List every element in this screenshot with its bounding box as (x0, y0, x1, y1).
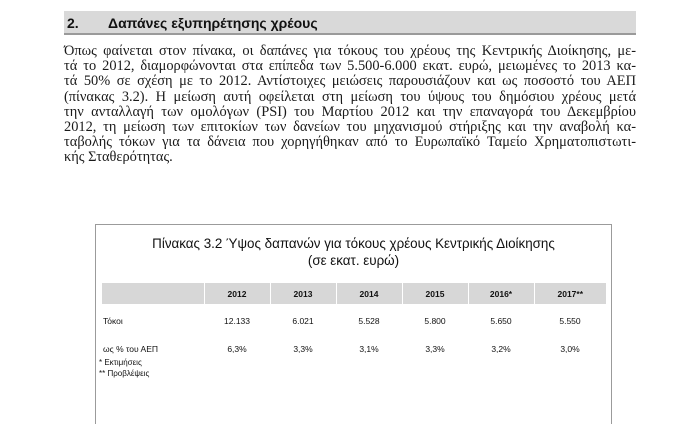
paragraph-line: Όπως φαίνεται στον πίνακα, οι δαπάνες για τόκους του χρέους της Κεντρικής Διοίκησης, με- (64, 43, 636, 59)
header-cell: 2013 (270, 283, 336, 304)
table-row (102, 310, 606, 332)
table-note-estimates: * Εκτιμήσεις (99, 358, 142, 367)
section-number: 2. (67, 15, 79, 31)
table-title: Πίνακας 3.2 Ύψος δαπανών για τόκους χρέους Κεντρικής Διοίκησης (152, 236, 555, 251)
table-subtitle: (σε εκατ. ευρώ) (307, 253, 400, 268)
paragraph-line: κής Σταθερότητας. (64, 149, 173, 166)
table-cell: 6.021 (292, 316, 314, 326)
paragraph-line: την ανταλλαγή των ομολόγων (PSI) του Μαρτίου 2012 και την επαναγορά του Δεκεμβρίου (64, 103, 636, 120)
header-cell: 2014 (336, 283, 402, 304)
paragraph-line: τά 50% σε σχέση με το 2012. Αντίστοιχες μειώσεις παρουσιάζουν και ως ποσοστό του ΑΕΠ (64, 73, 636, 90)
section-header (64, 11, 636, 35)
body-paragraph (64, 44, 636, 166)
table-cell: 3,2% (491, 344, 511, 354)
table-cell: 3,3% (293, 344, 313, 354)
header-cell: 2015 (402, 283, 468, 304)
table-header-row (102, 283, 606, 304)
table-cell: 6,3% (227, 344, 247, 354)
section-title: Δαπάνες εξυπηρέτησης χρέους (108, 15, 318, 31)
row-label: ως % του ΑΕΠ (103, 344, 158, 354)
table-cell: 5.528 (358, 316, 380, 326)
header-cell: 2017** (534, 283, 606, 304)
table-cell: 5.800 (424, 316, 446, 326)
paragraph-line: 2012, τη μείωση των επιτοκίων των δανείων του μηχανισμού στήριξης και την αναβολή κα- (64, 119, 636, 136)
table-cell: 5.650 (490, 316, 512, 326)
row-label: Τόκοι (103, 316, 123, 326)
table-row (102, 338, 606, 360)
paragraph-line: τά το 2012, διαμορφώνονται στα επίπεδα των 5.500-6.000 εκατ. ευρώ, μειωμένες το 2013 κα- (64, 58, 636, 75)
interest-table (102, 283, 606, 360)
table-cell: 3,1% (359, 344, 379, 354)
table-frame (95, 224, 612, 424)
header-cell: 2016* (468, 283, 534, 304)
table-cell: 3,3% (425, 344, 445, 354)
table-cell: 12.133 (224, 316, 250, 326)
table-cell: 5.550 (559, 316, 581, 326)
table-note-forecasts: ** Προβλέψεις (99, 369, 150, 378)
table-cell: 3,0% (560, 344, 580, 354)
paragraph-line: ταβολής τόκων για τα δάνεια που χορηγήθηκαν από το Ευρωπαϊκό Ταμείο Χρηματοπιστωτι- (64, 134, 636, 151)
paragraph-line: (πίνακας 3.2). Η μείωση αυτή οφείλεται στη μείωση του ύψους του δημόσιου χρέους μετά (64, 88, 636, 105)
header-cell: 2012 (204, 283, 270, 304)
header-cell (102, 283, 204, 304)
